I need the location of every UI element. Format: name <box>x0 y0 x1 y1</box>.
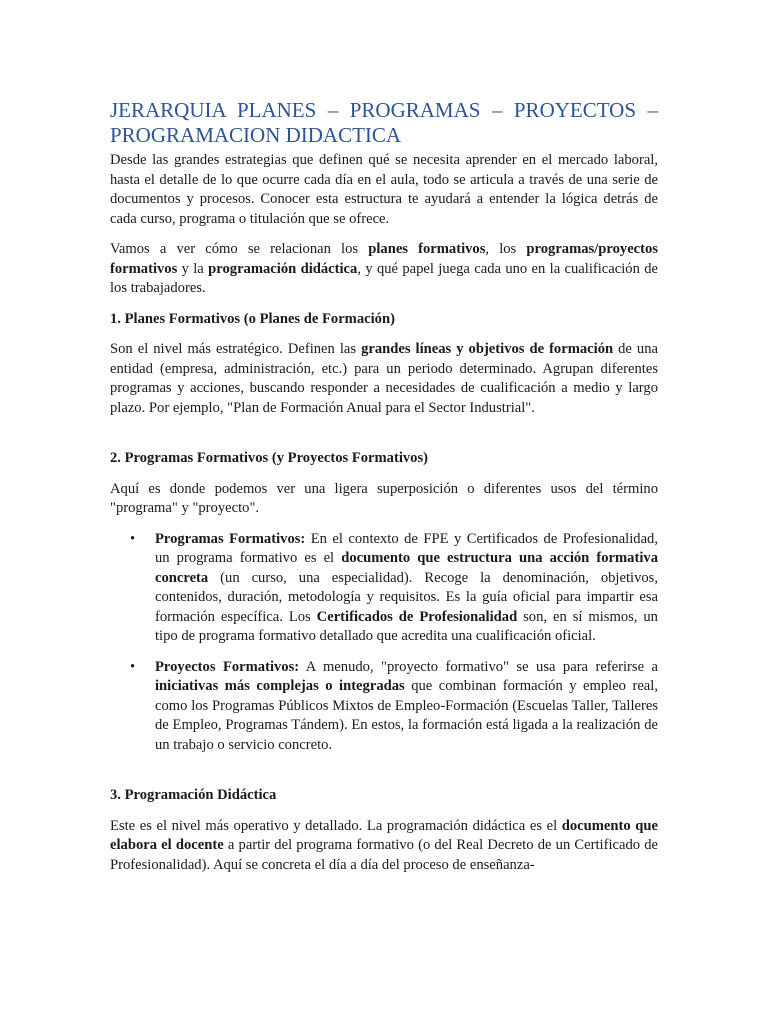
bullet-icon: • <box>130 658 136 675</box>
relation-text-3: y la <box>177 260 209 277</box>
relation-text-2: , los <box>485 241 527 257</box>
section-2-intro: Aquí es donde podemos ver una ligera superposición o diferentes usos del término "programa" y "proyecto". <box>110 480 658 516</box>
section-3-bold-1: documento que elabora el docente <box>110 817 658 853</box>
list-item-programas <box>130 530 658 647</box>
list-item-text-2: que combinan formación y empleo real, como los Programas Públicos Mixtos de Empleo-Formación (Escuelas Taller, Talleres de Empleo, Programas Tándem). En estos, la formación está ligada a la realización de un trabajo o servicio concreto. <box>155 678 658 753</box>
bullet-icon: • <box>130 530 136 547</box>
relation-bold-1: planes formativos <box>368 241 486 257</box>
section-3-text-1: Este es el nivel más operativo y detallado. La programación didáctica es el <box>110 817 562 834</box>
list-item-label: Programas Formativos: <box>155 530 306 547</box>
relation-bold-3: programación didáctica <box>208 260 358 277</box>
relation-text-4: , y qué papel juega cada uno en la cualificación de los trabajadores. <box>110 260 658 296</box>
list-item-label: Proyectos Formativos: <box>155 658 300 675</box>
document-title <box>110 98 658 148</box>
section-2-list <box>110 530 658 756</box>
section-2-heading: 2. Programas Formativos (y Proyectos Formativos) <box>110 450 429 466</box>
section-3-paragraph <box>110 817 658 876</box>
list-item-text-3: son, en sí mismos, un tipo de programa formativo detallado que acredita una cualificación oficial. <box>155 608 658 644</box>
section-1-text-2: de una entidad (empresa, administración, etc.) para un periodo determinado. Agrupan diferentes programas y acciones, buscando responder a necesidades de cualificación a medio y largo plazo. Por ejemplo, "Plan de Formación Anual para el Sector Industrial". <box>110 341 658 416</box>
list-item-proyectos <box>130 658 658 756</box>
section-1-bold-1: grandes líneas y objetivos de formación <box>361 341 614 357</box>
list-item-text-1: En el contexto de FPE y Certificados de Profesionalidad, un programa formativo es el <box>155 530 658 566</box>
section-1-text-1: Son el nivel más estratégico. Definen las <box>110 341 362 357</box>
list-item-bold-1: documento que estructura una acción formativa concreta <box>155 550 658 586</box>
section-3-heading: 3. Programación Didáctica <box>110 787 277 803</box>
relation-paragraph <box>110 240 658 299</box>
intro-paragraph: Desde las grandes estrategias que definen qué se necesita aprender en el mercado laboral, hasta el detalle de lo que ocurre cada día en el aula, todo se articula a través de una serie de documentos y procesos. Conocer esta estructura te ayudará a entender la lógica detrás de cada curso, programa o titulación que se ofrece. <box>110 152 658 227</box>
relation-bold-2: programas/proyectos formativos <box>110 241 658 277</box>
relation-text-1: Vamos a ver cómo se relacionan los <box>110 241 369 257</box>
list-item-text-2: (un curso, una especialidad). Recoge la denominación, objetivos, contenidos, duración, metodología y requisitos. Es la guía oficial para impartir esa formación específica. Los <box>155 569 658 625</box>
section-3-text-2: a partir del programa formativo (o del Real Decreto de un Certificado de Profesionalidad). Aquí se concreta el día a día del proceso de enseñanza- <box>110 837 658 873</box>
section-1-paragraph <box>110 340 658 418</box>
title-line-1: JERARQUIA PLANES – PROGRAMAS – PROYECTOS – <box>110 98 658 122</box>
list-item-bold-2: Certificados de Profesionalidad <box>316 608 518 625</box>
list-item-bold-1: iniciativas más complejas o integradas <box>155 678 405 694</box>
list-item-text-1: A menudo, "proyecto formativo" se usa para referirse a <box>299 658 658 675</box>
section-1-heading: 1. Planes Formativos (o Planes de Formación) <box>110 310 395 327</box>
title-line-2: PROGRAMACION DIDACTICA <box>110 123 402 147</box>
